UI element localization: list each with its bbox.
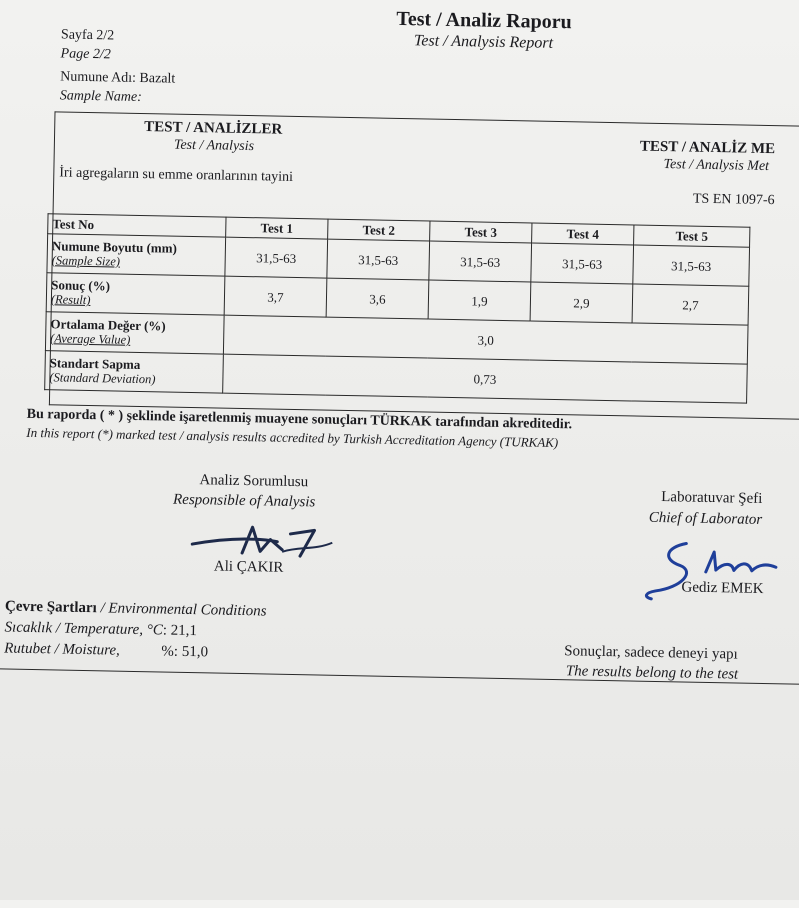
temperature-line: [4, 619, 197, 640]
test-name: İri agregaların su emme oranlarının tayini: [59, 165, 294, 185]
moisture-label: Rutubet / Moisture,: [4, 640, 121, 659]
row-label-sample-size-en: (Sample Size): [51, 253, 121, 269]
row-label-stddev-en: (Standard Deviation): [49, 370, 156, 387]
cell-sample-size-4: 31,5-63: [531, 243, 634, 284]
column-header-test-no: Test No: [48, 214, 226, 237]
report-title: Test / Analiz Raporu: [396, 7, 572, 34]
environment-heading-en: / Environmental Conditions: [100, 600, 267, 620]
cell-sample-size-2: 31,5-63: [327, 239, 430, 280]
results-disclaimer-tr: Sonuçlar, sadece deneyi yapı: [564, 643, 738, 663]
analyses-heading: TEST / ANALİZLER: [144, 119, 283, 138]
method-heading: TEST / ANALİZ ME: [639, 138, 776, 158]
results-disclaimer-en: The results belong to the test: [565, 663, 739, 683]
sample-name-en: Sample Name:: [59, 88, 142, 105]
row-label-sample-size: [47, 234, 226, 276]
right-signer-title-en: Chief of Laborator: [648, 509, 763, 528]
cell-sample-size-1: 31,5-63: [225, 237, 328, 278]
row-label-stddev: [45, 351, 224, 393]
method-subheading: Test / Analysis Met: [663, 157, 770, 175]
cell-result-2: 3,6: [326, 278, 429, 319]
cell-result-3: 1,9: [428, 280, 531, 321]
moisture-line: [4, 640, 208, 661]
page-number-tr: Sayfa 2/2: [60, 27, 115, 44]
column-header-test-4: Test 4: [532, 223, 634, 245]
sample-name-tr: Numune Adı: Bazalt: [60, 69, 176, 87]
temperature-value: : 21,1: [162, 622, 198, 640]
report-subtitle: Test / Analysis Report: [413, 32, 554, 52]
cell-sample-size-3: 31,5-63: [429, 241, 532, 282]
right-signer-title-tr: Laboratuvar Şefi: [661, 489, 763, 507]
cell-sample-size-5: 31,5-63: [633, 245, 750, 286]
column-header-test-5: Test 5: [634, 225, 750, 247]
row-label-average-en: (Average Value): [50, 331, 131, 347]
moisture-value: : 51,0: [173, 643, 209, 661]
analyses-subheading: Test / Analysis: [173, 137, 255, 155]
cell-result-5: 2,7: [632, 284, 749, 325]
left-signer-name: Ali ÇAKIR: [213, 558, 284, 576]
row-label-result-tr: Sonuç (%): [51, 277, 111, 294]
column-header-test-2: Test 2: [328, 219, 430, 241]
row-label-sample-size-tr: Numune Boyutu (mm): [51, 238, 178, 256]
column-header-test-3: Test 3: [430, 221, 532, 243]
right-signer-name: Gediz EMEK: [681, 579, 764, 598]
left-signer-title-tr: Analiz Sorumlusu: [199, 472, 309, 491]
page-number-en: Page 2/2: [60, 46, 111, 63]
row-label-stddev-tr: Standart Sapma: [49, 355, 141, 373]
row-label-average-tr: Ortalama Değer (%): [50, 316, 166, 334]
cell-stddev: 0,73: [223, 354, 748, 403]
temperature-label: Sıcaklık / Temperature, °C: [4, 619, 163, 639]
column-header-test-1: Test 1: [226, 217, 328, 239]
environment-heading-tr: Çevre Şartları: [4, 598, 97, 617]
accreditation-note-tr: Bu raporda ( * ) şeklinde işaretlenmiş muayene sonuçları TÜRKAK tarafından akreditedir.: [26, 406, 573, 433]
cell-result-1: 3,7: [224, 276, 327, 317]
row-label-result-en: (Result): [50, 292, 91, 308]
results-table: [44, 213, 750, 403]
left-signer-title-en: Responsible of Analysis: [172, 491, 316, 511]
cell-average: 3,0: [223, 315, 748, 364]
row-label-average: [45, 312, 224, 354]
cell-result-4: 2,9: [530, 282, 633, 323]
method-code: TS EN 1097-6: [692, 191, 775, 209]
environment-heading: [5, 598, 267, 620]
row-label-result: [46, 273, 225, 315]
moisture-unit: %: [161, 643, 175, 660]
accreditation-note-en: In this report (*) marked test / analysis results accredited by Turkish Accreditation Agency (TURKAK): [26, 424, 559, 451]
